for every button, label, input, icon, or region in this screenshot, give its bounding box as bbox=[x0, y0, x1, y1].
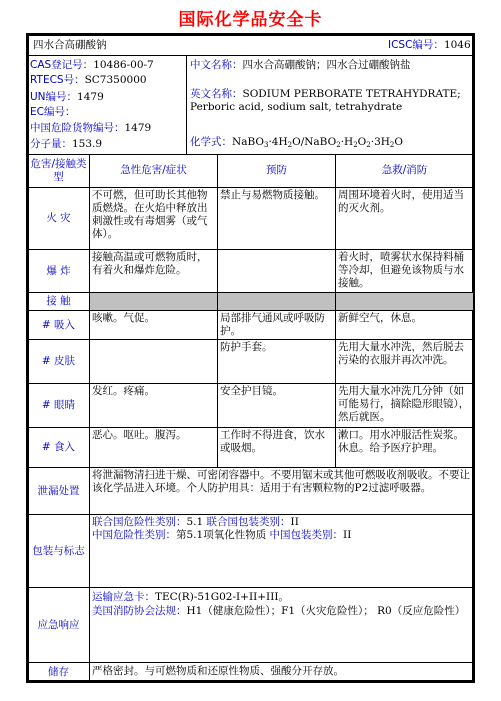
storage-text: 严格密封。与可燃物质和还原性物质、强酸分开存放。 bbox=[92, 665, 344, 677]
row-label-skin: # 皮肤 bbox=[41, 355, 76, 367]
inhalation-acute: 咳嗽。气促。 bbox=[92, 312, 155, 324]
eyes-acute: 发红。疼痛。 bbox=[92, 385, 155, 397]
chemical-name: 四水合高硼酸钠 bbox=[33, 39, 107, 51]
ingestion-acute: 恶心。呕吐。腹泻。 bbox=[92, 429, 187, 441]
row-label-inhalation: # 吸入 bbox=[41, 318, 76, 331]
packaging-text: 联合国危险性类别：5.1 联合国包装类别：II 中国危险性类别：第5.1项氧化性物质 中国包装类别：II bbox=[92, 516, 352, 541]
eyes-first-aid: 先用大量水冲洗几分钟（如可能易行，摘除隐形眼镜），然后就医。 bbox=[338, 385, 470, 423]
contact-shade-1 bbox=[90, 293, 217, 310]
inhalation-first-aid: 新鲜空气，休息。 bbox=[338, 312, 422, 324]
row-label-spill: 泄漏处置 bbox=[37, 484, 80, 497]
header-acute: 急性危害/症状 bbox=[120, 164, 187, 176]
row-label-emergency: 应急响应 bbox=[37, 618, 80, 631]
card-title: 国际化学品安全卡 bbox=[178, 10, 323, 30]
ingestion-prevention: 工作时不得进食，饮水或吸烟。 bbox=[220, 429, 325, 454]
row-label-explosion: 爆 炸 bbox=[46, 264, 71, 277]
skin-first-aid: 先用大量水冲洗，然后脱去污染的衣服并再次冲洗。 bbox=[338, 341, 464, 366]
row-label-storage: 储存 bbox=[48, 665, 69, 678]
fire-prevention: 禁止与易燃物质接触。 bbox=[220, 189, 325, 201]
cn-danger-number: 中国危险货物编号：1479 bbox=[30, 122, 152, 134]
skin-acute bbox=[90, 340, 217, 383]
contact-shade-2 bbox=[218, 293, 335, 310]
molecular-weight: 分子量：153.9 bbox=[30, 138, 103, 150]
header-type: 危害/接触类型 bbox=[30, 157, 87, 183]
row-label-contact: 接 触 bbox=[46, 295, 71, 307]
inhalation-prevention: 局部排气通风或呼吸防护。 bbox=[220, 312, 325, 337]
spill-disposal-text: 将泄漏物清扫进干燥、可密闭容器中。不要用锯末或其他可燃吸收剂吸收。不要让该化学品进入环境。个人防护用具：适用于有害颗粒物的P2过滤呼吸器。 bbox=[92, 469, 470, 494]
fire-acute: 不可燃，但可助长其他物质燃烧。在火焰中释放出刺激性或有毒烟雾（或气体）。 bbox=[92, 189, 208, 240]
row-label-fire: 火 灾 bbox=[46, 212, 71, 224]
skin-prevention: 防护手套。 bbox=[220, 341, 273, 353]
header-prevention: 预防 bbox=[266, 164, 287, 176]
emergency-text: 运输应急卡：TEC(R)-51G02-I+II+III。 美国消防协会法规：H1（健康危险性）；F1（火灾危险性）； R0（反应危险性） bbox=[92, 591, 466, 617]
un-number: UN编号：1479 bbox=[30, 91, 104, 103]
row-label-packaging: 包装与标志 bbox=[32, 544, 85, 557]
cas-number: CAS登记号：10486-00-7 bbox=[30, 59, 154, 71]
english-name: 英文名称：SODIUM PERBORATE TETRAHYDRATE; bbox=[190, 88, 461, 100]
row-label-eyes: # 眼睛 bbox=[41, 399, 76, 411]
contact-shade-3 bbox=[336, 293, 473, 310]
row-label-ingestion: # 食入 bbox=[41, 441, 76, 453]
eyes-prevention: 安全护目镜。 bbox=[220, 385, 283, 397]
explosion-acute: 接触高温或可燃物质时，有着火和爆炸危险。 bbox=[92, 251, 208, 276]
ingestion-first-aid: 漱口。用水冲服活性炭浆。休息。给予医疗护理。 bbox=[338, 429, 464, 454]
explosion-first-aid: 着火时，喷雾状水保持料桶等冷却，但避免该物质与水接触。 bbox=[338, 251, 464, 289]
ec-number: EC编号： bbox=[30, 106, 76, 118]
explosion-prevention bbox=[218, 250, 335, 292]
rtecs-number: RTECS号：SC7350000 bbox=[30, 74, 147, 86]
english-name-line2: Perboric acid, sodium salt, tetrahydrate bbox=[190, 101, 403, 113]
icsc-number: ICSC编号：1046 bbox=[388, 39, 471, 51]
chemical-formula: 化学式：$NaBO_3\cdot 4H_2O/NaBO_2\cdot H_2O_2\cdot 3H_2O$ bbox=[190, 136, 403, 149]
fire-first-aid: 周围环境着火时，使用适当的灭火剂。 bbox=[338, 189, 464, 214]
chinese-name: 中文名称：四水合高硼酸钠；四水合过硼酸钠盐 bbox=[190, 59, 411, 71]
header-first-aid: 急救/消防 bbox=[381, 164, 428, 176]
